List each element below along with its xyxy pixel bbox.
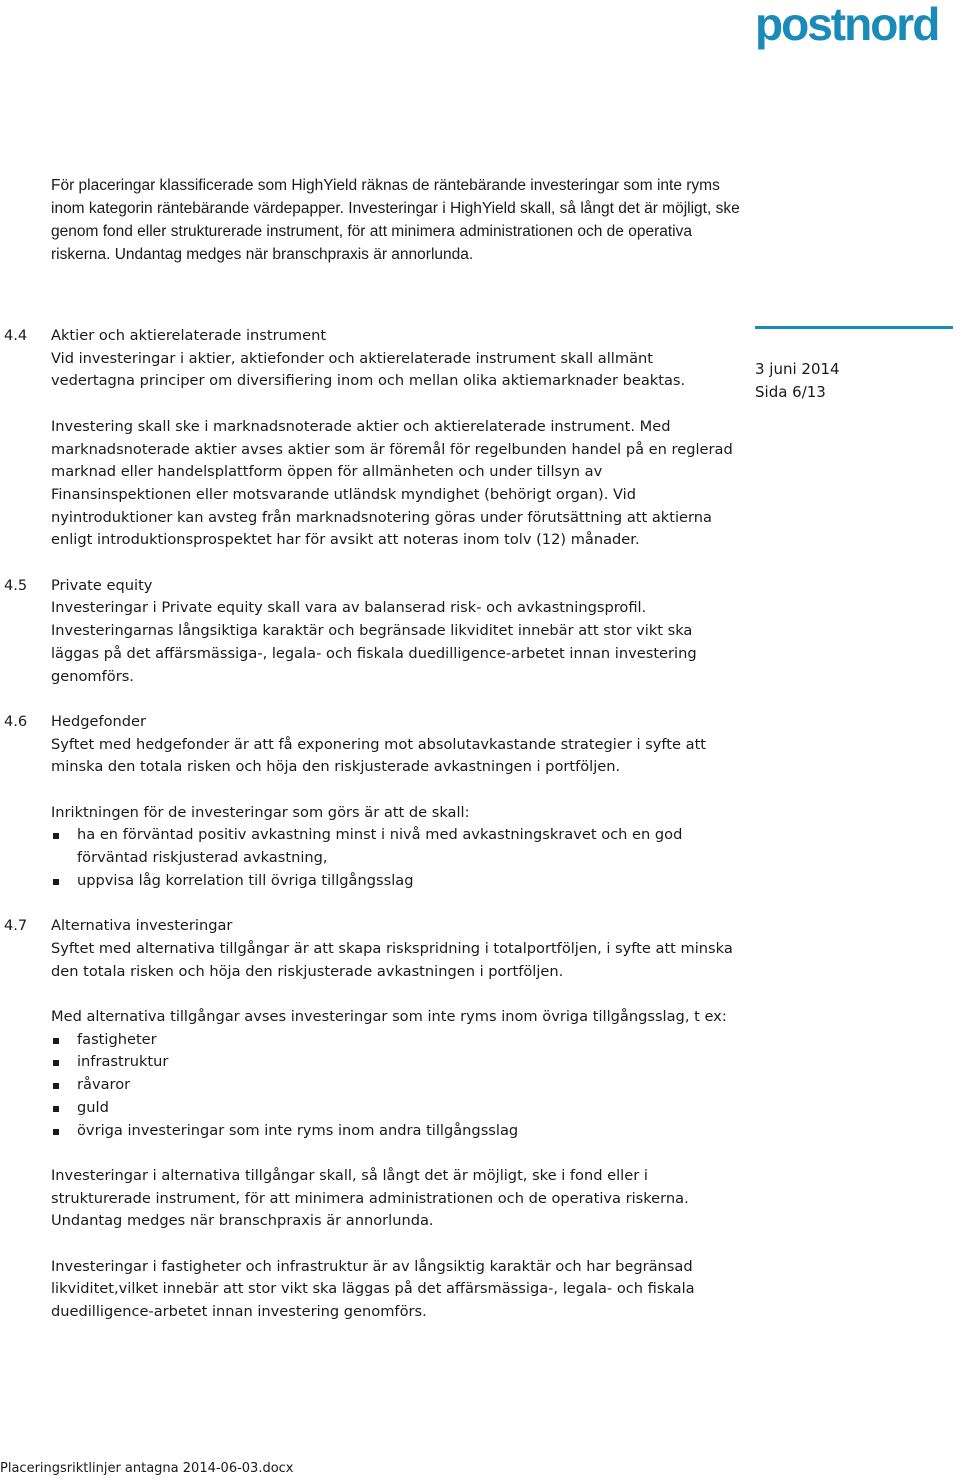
section-paragraph: Investeringar i fastigheter och infrastruktur är av långsiktig karaktär och har begränsad likviditet,vilket innebär att stor vikt ska läggas på det affärsmässiga-, legala- och fiskala duedilligence-arbetet innan investering genomförs. xyxy=(51,1257,695,1321)
list-item: uppvisa låg korrelation till övriga tillgångsslag xyxy=(51,870,740,893)
section-heading: Alternativa investeringar xyxy=(51,917,233,935)
section-4-7 xyxy=(0,915,740,1324)
section-heading: Private equity xyxy=(51,576,153,594)
section-paragraph: Syftet med alternativa tillgångar är att skapa riskspridning i totalportföljen, i syfte att minska den totala risken och höja den riskjusterade avkastningen i portföljen. xyxy=(51,939,733,980)
sidebar-rule xyxy=(755,326,953,329)
postnord-logo: postnord xyxy=(755,0,939,50)
document-body xyxy=(0,325,740,1347)
list-item: infrastruktur xyxy=(51,1051,740,1074)
document-date: 3 juni 2014 xyxy=(755,360,840,378)
bullet-list xyxy=(51,1029,740,1143)
section-heading: Hedgefonder xyxy=(51,712,147,730)
section-paragraph: Investering skall ske i marknadsnoterade aktier och aktierelaterade instrument. Med marknadsnoterade aktier avses aktier som är föremål för regelbunden handel på en reglerad marknad eller handelsplattform öppen för allmänheten och under tillsyn av Finansinspektionen eller motsvarande utländsk myndighet (behörigt organ). Vid nyintroduktioner kan avsteg från marknadsnotering göras under förutsättning att aktierna enligt introduktionsprospektet har för avsikt att noteras inom tolv (12) månader. xyxy=(51,417,733,549)
page-number: Sida 6/13 xyxy=(755,383,826,401)
section-number: 4.6 xyxy=(4,712,28,730)
section-4-5 xyxy=(0,575,740,689)
section-number: 4.7 xyxy=(4,917,28,935)
section-4-4 xyxy=(0,325,740,552)
list-item: övriga investeringar som inte ryms inom andra tillgångsslag xyxy=(51,1120,740,1143)
section-paragraph: Investeringar i Private equity skall vara av balanserad risk- och avkastningsprofil. Investeringarnas långsiktiga karaktär och begränsade likviditet innebär att stor vikt ska läggas på det affärsmässiga-, legala- och fiskala duedilligence-arbetet innan investering genomförs. xyxy=(51,599,697,685)
footer-filename: Placeringsriktlinjer antagna 2014-06-03.docx xyxy=(0,1461,294,1476)
section-4-6 xyxy=(0,711,740,893)
section-number: 4.5 xyxy=(4,576,28,594)
section-paragraph: Investeringar i alternativa tillgångar skall, så långt det är möjligt, ske i fond eller i strukturerade instrument, för att minimera administrationen och de operativa riskerna. Undantag medges när branschpraxis är annorlunda. xyxy=(51,1166,689,1230)
section-heading: Aktier och aktierelaterade instrument xyxy=(51,327,327,344)
section-paragraph: Inriktningen för de investeringar som görs är att de skall: xyxy=(51,803,470,821)
list-item: fastigheter xyxy=(51,1029,740,1052)
list-item: råvaror xyxy=(51,1074,740,1097)
list-item: ha en förväntad positiv avkastning minst i nivå med avkastningskravet och en god förväntad riskjusterad avkastning, xyxy=(51,824,740,869)
intro-paragraph: För placeringar klassificerade som HighYield räknas de räntebärande investeringar som inte ryms inom kategorin räntebärande värdepapper. Investeringar i HighYield skall, så långt det är möjligt, ske genom fond eller strukturerade instrument, för att minimera administrationen och de operativa riskerna. Undantag medges när branschpraxis är annorlunda. xyxy=(51,177,740,263)
bullet-list xyxy=(51,824,740,892)
section-paragraph: Syftet med hedgefonder är att få exponering mot absolutavkastande strategier i syfte att minska den totala risken och höja den riskjusterade avkastningen i portföljen. xyxy=(51,735,707,776)
section-paragraph: Med alternativa tillgångar avses investeringar som inte ryms inom övriga tillgångsslag, t ex: xyxy=(51,1008,727,1025)
section-number: 4.4 xyxy=(4,327,28,344)
section-paragraph: Vid investeringar i aktier, aktiefonder och aktierelaterade instrument skall allmänt vedertagna principer om diversifiering inom och mellan olika aktiemarknader beaktas. xyxy=(51,349,686,390)
list-item: guld xyxy=(51,1097,740,1120)
